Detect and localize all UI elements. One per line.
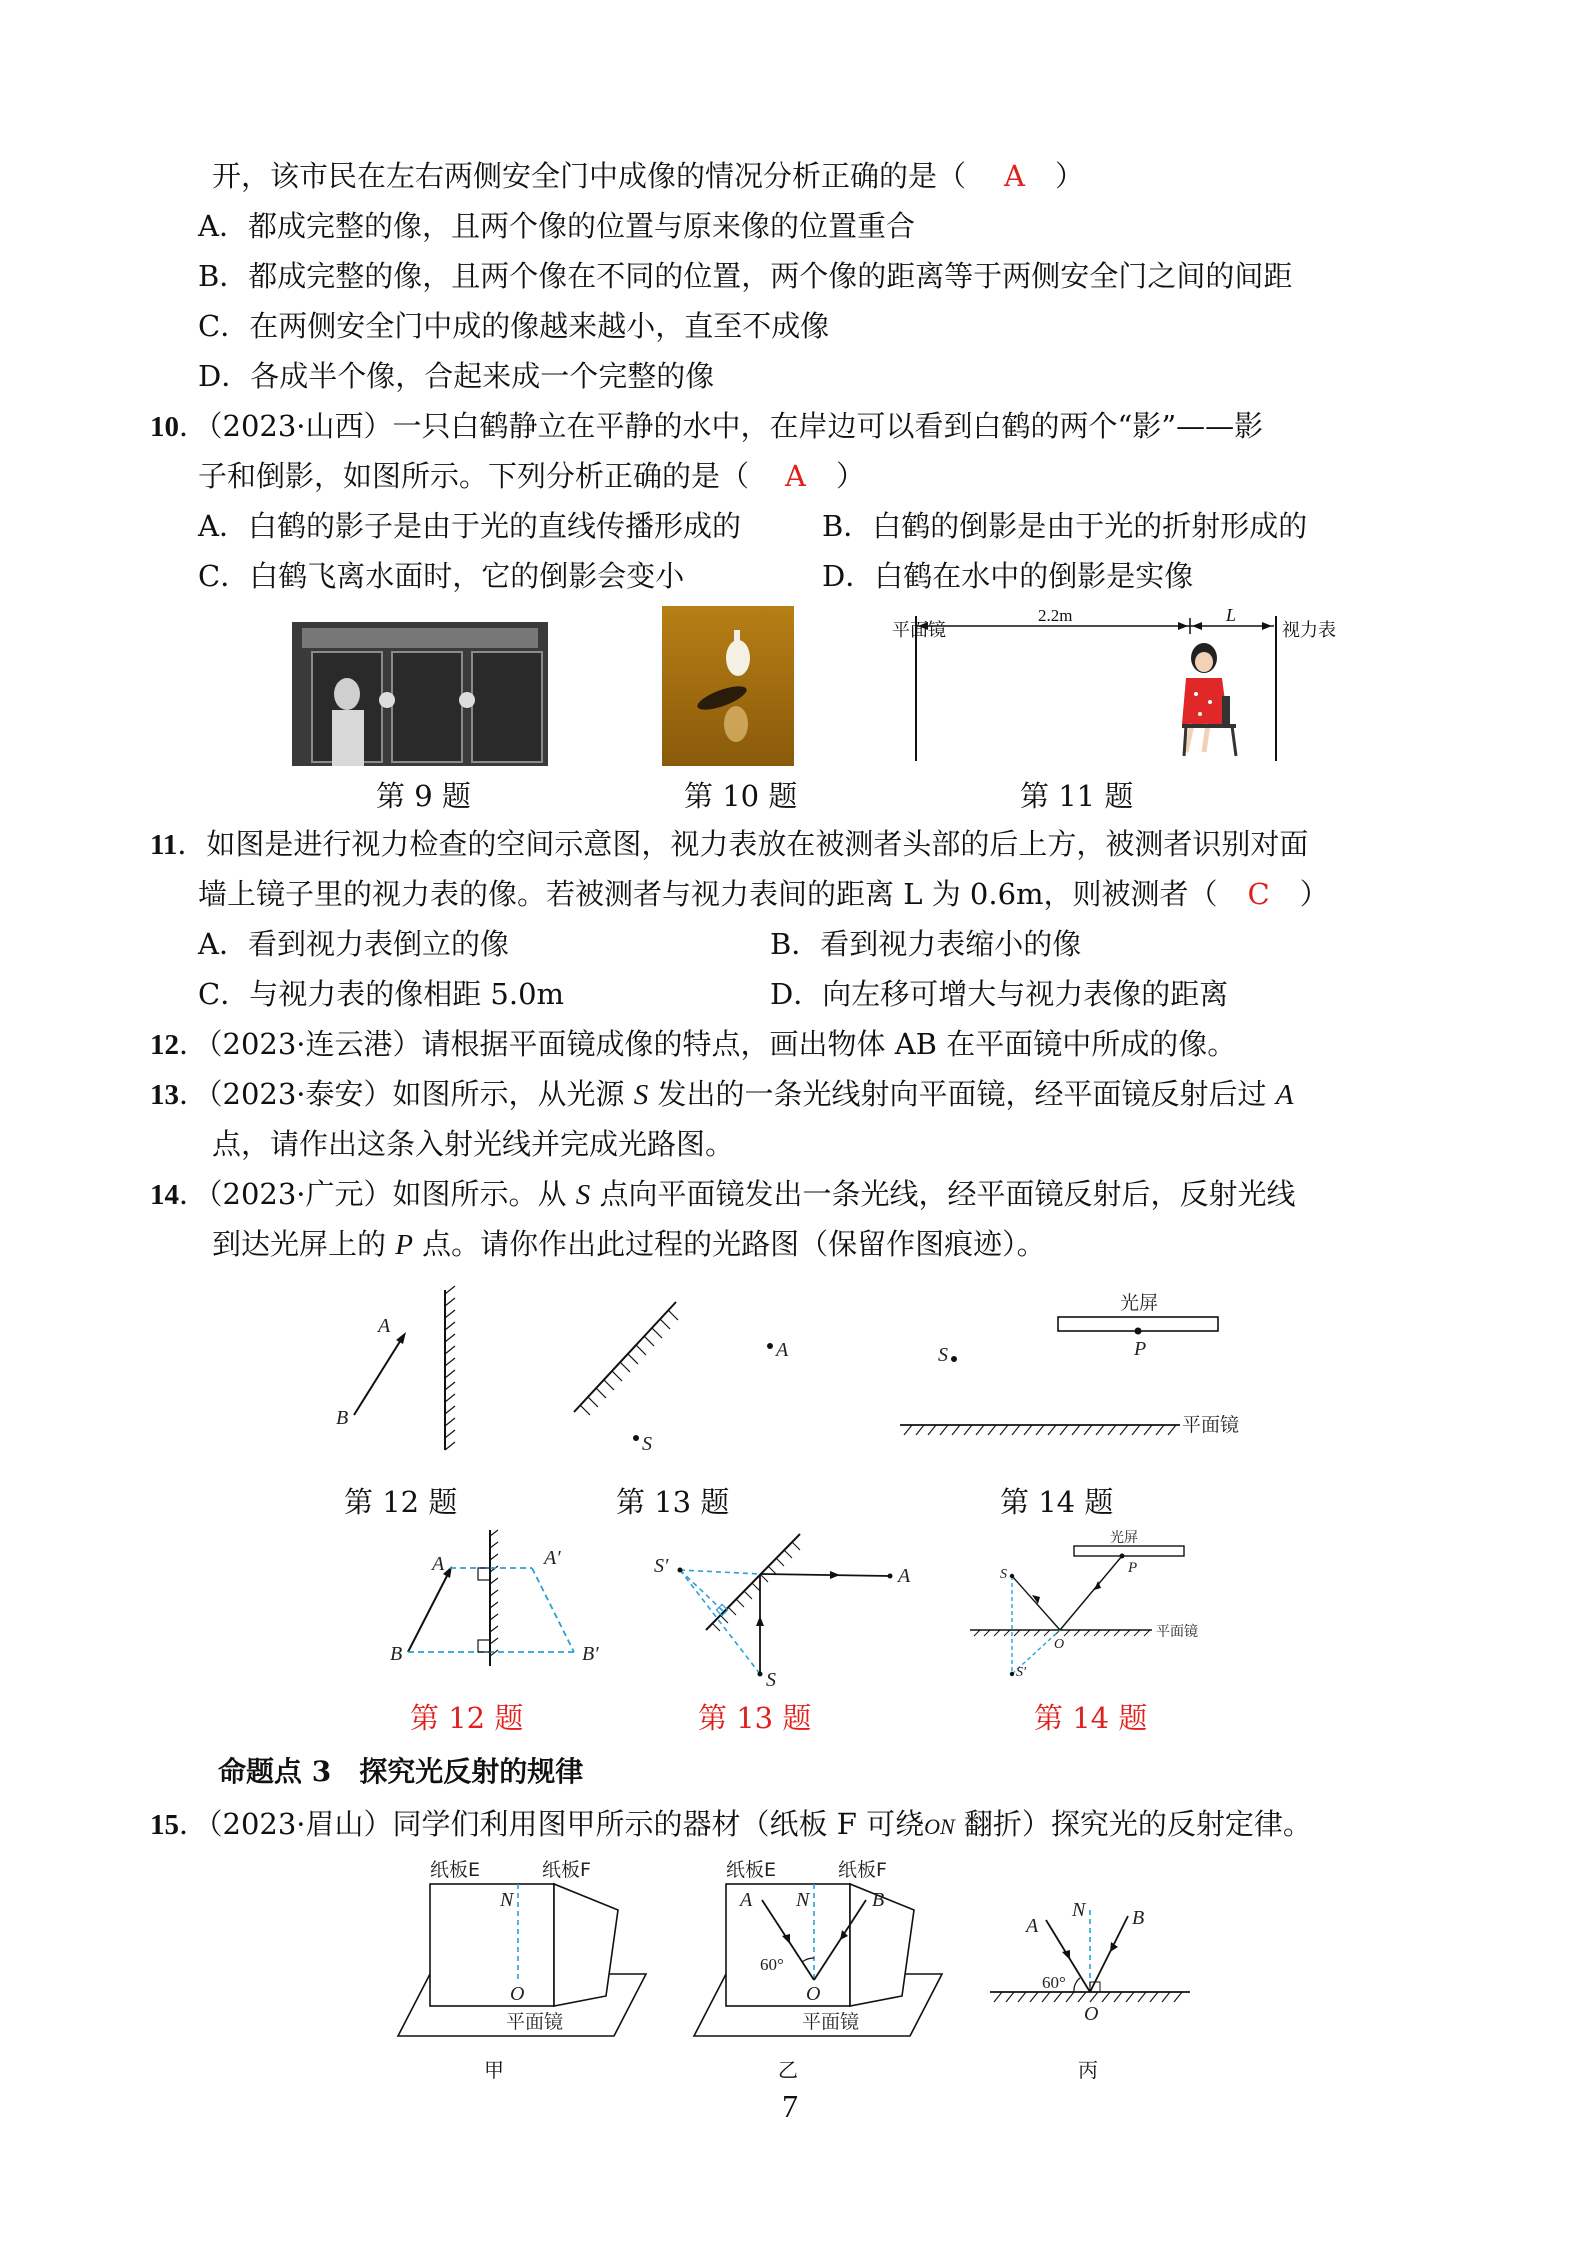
q13-line1: 13．（2023·泰安）如图所示，从光源 S 发出的一条光线射向平面镜，经平面镜反射后过 A bbox=[150, 1077, 1294, 1111]
fig15a-caption: 甲 bbox=[484, 2058, 504, 2082]
fig15b-caption: 乙 bbox=[778, 2058, 798, 2082]
fig15c-N: N bbox=[1072, 1899, 1086, 1921]
fig11-diagram bbox=[886, 605, 1336, 766]
fig14-label-S: S bbox=[938, 1344, 948, 1366]
fig15b-B: B bbox=[872, 1889, 885, 1911]
q9-line: 开，该市民在左右两侧安全门中成像的情况分析正确的是（ A ） bbox=[212, 159, 1084, 193]
fig13s-label-S1: S′ bbox=[654, 1555, 669, 1577]
fig15b-angle: 60° bbox=[760, 1955, 784, 1974]
fig11-chart-label: 视力表 bbox=[1282, 620, 1336, 640]
fig14s-caption: 第 14 题 bbox=[1034, 1701, 1148, 1735]
q12-number: 12 bbox=[150, 1029, 179, 1061]
fig15c-O: O bbox=[1084, 2003, 1099, 2025]
fig15a-boardF: 纸板F bbox=[542, 1859, 591, 1881]
fig15c-caption: 丙 bbox=[1078, 2058, 1098, 2082]
fig14-solution bbox=[970, 1526, 1230, 1680]
fig15b-O: O bbox=[806, 1983, 821, 2005]
fig12s-label-B1: B′ bbox=[582, 1643, 599, 1665]
q11-option-c: C．与视力表的像相距 5.0m bbox=[198, 977, 565, 1011]
fig12-solution bbox=[380, 1528, 620, 1668]
fig13s-caption: 第 13 题 bbox=[698, 1701, 812, 1735]
section-title: 命题点 3 探究光反射的规律 bbox=[218, 1755, 584, 1788]
fig13s-label-A: A bbox=[898, 1565, 911, 1587]
page-number: 7 bbox=[782, 2088, 798, 2124]
fig14-screen-label: 光屏 bbox=[1120, 1292, 1159, 1314]
q9-option-d: D．各成半个像，合起来成一个完整的像 bbox=[198, 359, 715, 393]
fig12s-label-A: A bbox=[432, 1553, 445, 1575]
fig14s-label-S1: S′ bbox=[1016, 1665, 1027, 1680]
q11-number: 11 bbox=[150, 829, 178, 861]
fig14s-label-P: P bbox=[1128, 1560, 1138, 1576]
q10-number: 10 bbox=[150, 411, 179, 443]
q10-option-a: A．白鹤的影子是由于光的直线传播形成的 bbox=[198, 509, 741, 543]
q14-line1: 14．（2023·广元）如图所示。从 S 点向平面镜发出一条光线，经平面镜反射后，反射光线 bbox=[150, 1177, 1296, 1211]
fig14s-screen-label: 光屏 bbox=[1110, 1530, 1138, 1546]
q15-number: 15 bbox=[150, 1809, 179, 1841]
q10-option-c: C．白鹤飞离水面时，它的倒影会变小 bbox=[198, 559, 685, 593]
fig14-problem bbox=[900, 1285, 1260, 1455]
q13-line2: 点，请作出这条入射光线并完成光路图。 bbox=[212, 1127, 735, 1161]
fig15b-N: N bbox=[796, 1889, 810, 1911]
q10-answer: A bbox=[785, 459, 806, 493]
q9-option-a: A．都成完整的像，且两个像的位置与原来像的位置重合 bbox=[198, 209, 915, 243]
fig14s-mirror-label: 平面镜 bbox=[1156, 1624, 1198, 1640]
q14-line2: 到达光屏上的 P 点。请你作出此过程的光路图（保留作图痕迹）。 bbox=[212, 1227, 1046, 1261]
q11-answer: C bbox=[1247, 877, 1270, 911]
fig15a-N: N bbox=[500, 1889, 514, 1911]
fig14-caption: 第 14 题 bbox=[1000, 1485, 1114, 1519]
q10-line2: 子和倒影，如图所示。下列分析正确的是（ A ） bbox=[198, 459, 865, 493]
q10-option-b: B．白鹤的倒影是由于光的折射形成的 bbox=[822, 509, 1308, 543]
fig10-caption: 第 10 题 bbox=[684, 779, 798, 813]
q14-number: 14 bbox=[150, 1179, 179, 1211]
q11-line2: 墙上镜子里的视力表的像。若被测者与视力表间的距离 L 为 0.6m，则被测者（ C ） bbox=[198, 877, 1329, 911]
fig15c-A: A bbox=[1026, 1915, 1039, 1937]
fig9-photo bbox=[292, 622, 548, 766]
fig13-problem bbox=[566, 1290, 796, 1460]
fig15-bing bbox=[980, 1880, 1200, 2040]
fig13s-label-S: S bbox=[766, 1669, 776, 1691]
fig15b-A: A bbox=[740, 1889, 753, 1911]
fig12-label-B: B bbox=[336, 1407, 349, 1429]
fig15b-boardF: 纸板F bbox=[838, 1859, 887, 1881]
q9-option-b: B．都成完整的像，且两个像在不同的位置，两个像的距离等于两侧安全门之间的间距 bbox=[198, 259, 1293, 293]
fig15c-angle: 60° bbox=[1042, 1973, 1066, 1992]
fig12-problem bbox=[320, 1280, 480, 1460]
q15-line: 15．（2023·眉山）同学们利用图甲所示的器材（纸板 F 可绕ON 翻折）探究光的反射定律。 bbox=[150, 1807, 1312, 1841]
fig13-caption: 第 13 题 bbox=[616, 1485, 730, 1519]
q10-line1: 10．（2023·山西）一只白鹤静立在平静的水中，在岸边可以看到白鹤的两个“影”——影 bbox=[150, 409, 1264, 443]
fig15-jia bbox=[394, 1856, 654, 2056]
fig11-distance: 2.2m bbox=[1038, 606, 1073, 625]
fig12-caption: 第 12 题 bbox=[344, 1485, 458, 1519]
fig15a-mirror: 平面镜 bbox=[506, 2011, 564, 2033]
q11-option-b: B．看到视力表缩小的像 bbox=[770, 927, 1082, 961]
fig14s-label-O: O bbox=[1054, 1637, 1065, 1652]
q9-option-c: C．在两侧安全门中成的像越来越小，直至不成像 bbox=[198, 309, 830, 343]
fig15b-mirror: 平面镜 bbox=[802, 2011, 860, 2033]
q9-answer: A bbox=[1004, 159, 1025, 193]
fig12s-caption: 第 12 题 bbox=[410, 1701, 524, 1735]
fig14-mirror-label: 平面镜 bbox=[1182, 1414, 1240, 1436]
fig11-caption: 第 11 题 bbox=[1020, 779, 1134, 813]
q13-number: 13 bbox=[150, 1079, 179, 1111]
fig15a-O: O bbox=[510, 1983, 525, 2005]
q11-option-a: A．看到视力表倒立的像 bbox=[198, 927, 509, 961]
fig10-photo bbox=[662, 606, 794, 766]
fig9-caption: 第 9 题 bbox=[376, 779, 471, 813]
fig13-label-A: A bbox=[776, 1339, 789, 1361]
fig14s-label-S: S bbox=[1000, 1567, 1007, 1582]
fig15b-boardE: 纸板E bbox=[726, 1859, 777, 1881]
q10-option-d: D．白鹤在水中的倒影是实像 bbox=[822, 559, 1194, 593]
fig12-label-A: A bbox=[378, 1315, 391, 1337]
q11-option-d: D．向左移可增大与视力表像的距离 bbox=[770, 977, 1229, 1011]
fig11-mirror-label: 平面镜 bbox=[892, 620, 946, 640]
fig13-label-S: S bbox=[642, 1433, 652, 1455]
fig15a-boardE: 纸板E bbox=[430, 1859, 481, 1881]
fig15-yi bbox=[690, 1856, 950, 2056]
q12-line: 12．（2023·连云港）请根据平面镜成像的特点，画出物体 AB 在平面镜中所成的像。 bbox=[150, 1027, 1237, 1061]
fig12s-label-A1: A′ bbox=[544, 1547, 561, 1569]
fig15c-B: B bbox=[1132, 1907, 1145, 1929]
fig11-L: L bbox=[1226, 605, 1237, 625]
fig12s-label-B: B bbox=[390, 1643, 403, 1665]
fig13-solution bbox=[650, 1530, 920, 1690]
fig14-label-P: P bbox=[1134, 1338, 1147, 1360]
q11-line1: 11．如图是进行视力检查的空间示意图，视力表放在被测者头部的后上方，被测者识别对面 bbox=[150, 827, 1309, 861]
